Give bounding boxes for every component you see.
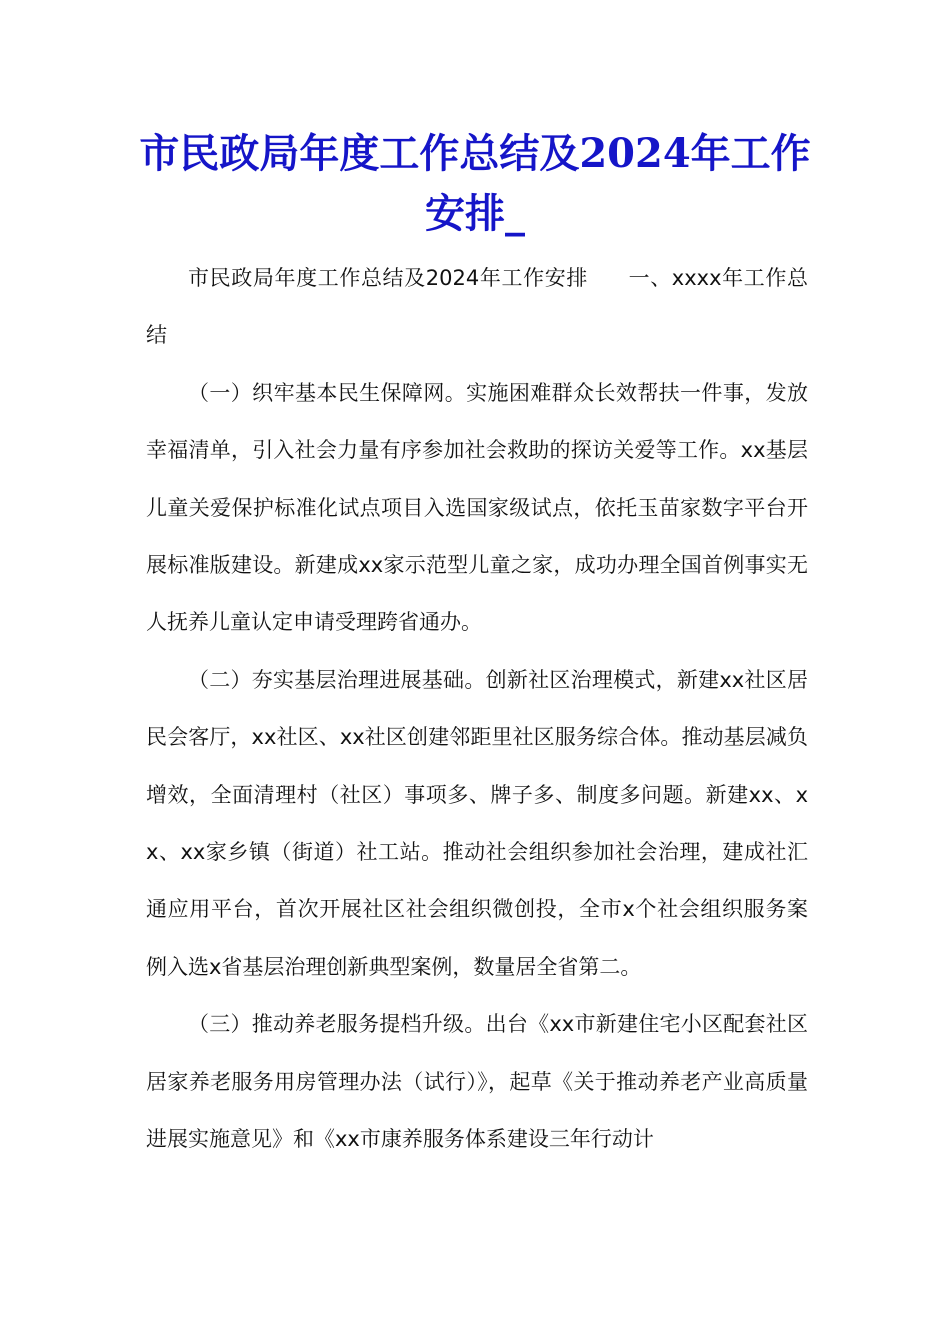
section-heading: 一、xxxx年工作总结: [146, 266, 808, 348]
intro-paragraph: [146, 250, 808, 365]
document-body: [146, 250, 808, 1169]
intro-lead: 市民政局年度工作总结及2024年工作安排: [188, 266, 588, 290]
paragraph-2: （二）夯实基层治理进展基础。创新社区治理模式，新建xx社区居民会客厅，xx社区、xx社区创建邻距里社区服务综合体。推动基层减负增效，全面清理村（社区）事项多、牌子多、制度多问题。新建xx、xx、xx家乡镇（街道）社工站。推动社会组织参加社会治理，建成社汇通应用平台，首次开展社区社会组织微创投，全市x个社会组织服务案例入选x省基层治理创新典型案例，数量居全省第二。: [146, 667, 808, 979]
document-title: 市民政局年度工作总结及2024年工作安排_: [139, 130, 811, 237]
paragraph-3: （三）推动养老服务提档升级。出台《xx市新建住宅小区配套社区居家养老服务用房管理办法（试行）》，起草《关于推动养老产业高质量进展实施意见》和《xx市康养服务体系建设三年行动计: [146, 1012, 808, 1152]
paragraph-1: （一）织牢基本民生保障网。实施困难群众长效帮扶一件事，发放幸福清单，引入社会力量有序参加社会救助的探访关爱等工作。xx基层儿童关爱保护标准化试点项目入选国家级试点，依托玉苗家数字平台开展标准版建设。新建成xx家示范型儿童之家，成功办理全国首例事实无人抚养儿童认定申请受理跨省通办。: [146, 380, 808, 635]
